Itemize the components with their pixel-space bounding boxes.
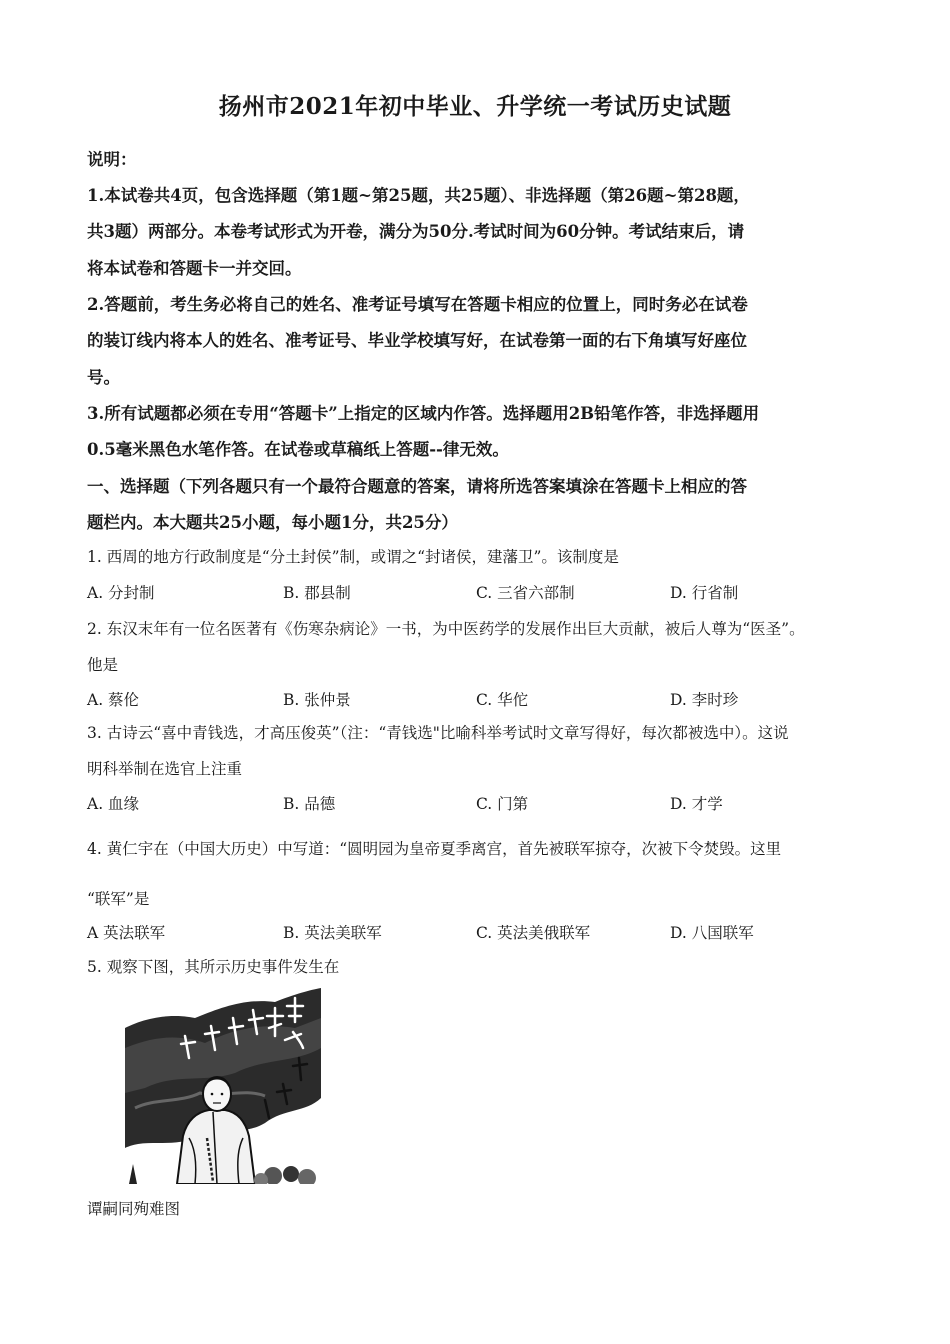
option-b: B. 英法美联军 [283,924,382,942]
instruction-line: 的装订线内将本人的姓名、准考证号、毕业学校填写好，在试卷第一面的右下角填写好座位 [87,331,747,350]
page-title: 扬州市2021年初中毕业、升学统一考试历史试题 [218,93,732,120]
question-options [87,792,867,814]
question-options [87,581,867,603]
question-options [87,688,867,710]
option-d: D. 李时珍 [670,691,739,709]
instruction-line: 1.本试卷共4页，包含选择题（第1题~第25题，共25题）、非选择题（第26题~第28题， [87,186,750,205]
option-c: C. 英法美俄联军 [476,924,591,942]
option-a: A 英法联军 [87,924,166,942]
tan-sitong-illustration [125,988,321,1184]
section-heading: 题栏内。本大题共25小题，每小题1分，共25分） [87,513,458,532]
question-stem: 5. 观察下图，其所示历史事件发生在 [87,958,340,976]
option-c: C. 门第 [476,795,529,813]
option-c: C. 华佗 [476,691,529,709]
figure-caption: 谭嗣同殉难图 [87,1200,181,1218]
question-stem: 明科举制在选官上注重 [87,760,243,778]
instruction-line: 将本试卷和答题卡一并交回。 [87,259,302,278]
option-d: D. 八国联军 [670,924,754,942]
section-heading: 一、选择题（下列各题只有一个最符合题意的答案，请将所选答案填涂在答题卡上相应的答 [87,477,747,496]
instruction-line: 0.5毫米黑色水笔作答。在试卷或草稿纸上答题--律无效。 [87,440,509,459]
instructions-heading: 说明： [87,150,137,169]
question-stem: 他是 [87,656,119,674]
question-stem: 2. 东汉末年有一位名医著有《伤寒杂病论》一书，为中医药学的发展作出巨大贡献，被后人尊为“医圣”。 [87,620,805,638]
instruction-line: 3.所有试题都必须在专用“答题卡”上指定的区域内作答。选择题用2B铅笔作答，非选择题用 [87,404,760,423]
question-options [87,921,867,943]
option-b: B. 品德 [283,795,336,813]
option-b: B. 郡县制 [283,584,351,602]
option-a: A. 分封制 [87,584,155,602]
option-a: A. 蔡伦 [87,691,140,709]
option-c: C. 三省六部制 [476,584,575,602]
question-stem: 3. 古诗云“喜中青钱选，才高压俊英”（注：“青钱选"比喻科举考试时文章写得好，每次都被选中）。这说 [87,724,789,742]
option-a: A. 血缘 [87,795,140,813]
option-d: D. 才学 [670,795,723,813]
instruction-line: 号。 [87,368,120,387]
instruction-line: 共3题）两部分。本卷考试形式为开卷，满分为50分.考试时间为60分钟。考试结束后，请 [87,222,745,241]
question-stem: 1. 西周的地方行政制度是“分土封侯”制，或谓之“封诸侯，建藩卫”。该制度是 [87,548,619,566]
option-d: D. 行省制 [670,584,739,602]
option-b: B. 张仲景 [283,691,351,709]
question-stem: “联军”是 [87,890,150,908]
question-stem: 4. 黄仁宇在（中国大历史）中写道：“圆明园为皇帝夏季离宫，首先被联军掠夺，次被下令焚毁。这里 [87,840,782,858]
instruction-line: 2.答题前，考生务必将自己的姓名、准考证号填写在答题卡相应的位置上，同时务必在试卷 [87,295,748,314]
